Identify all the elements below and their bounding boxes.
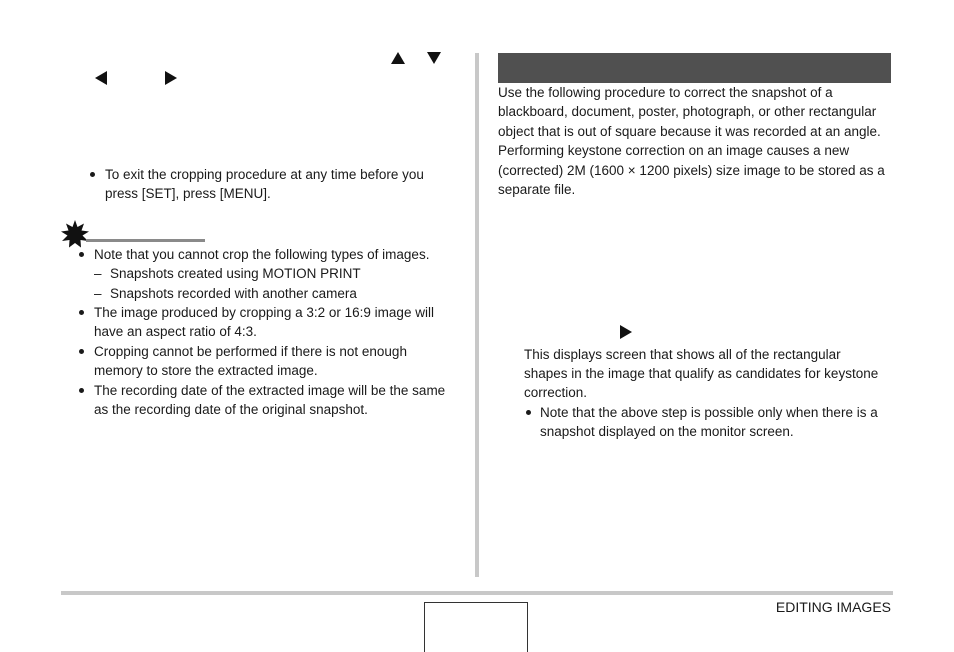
important-sub-2: Snapshots recorded with another camera: [110, 286, 357, 301]
exit-note-line-1: To exit the cropping procedure at any time before you: [105, 167, 424, 182]
footer-rule: [61, 591, 893, 595]
intro-line-2: blackboard, document, poster, photograph, or other rectangular: [498, 104, 877, 119]
important-sub-1: Snapshots created using MOTION PRINT: [110, 266, 361, 281]
right-arrow-icon: [165, 71, 177, 85]
dash: –: [94, 286, 102, 301]
important-bullet-1: Note that you cannot crop the following types of images.: [94, 247, 430, 262]
page-number-box: [424, 602, 528, 652]
important-bullet-3-line-2: memory to store the extracted image.: [94, 363, 318, 378]
important-bullet-4-line-1: The recording date of the extracted image will be the same: [94, 383, 446, 398]
step-desc-line-3: correction.: [524, 385, 588, 400]
step-desc-line-1: This displays screen that shows all of the rectangular: [524, 347, 841, 362]
dash: –: [94, 266, 102, 281]
footer-section-title: EDITING IMAGES: [775, 599, 891, 615]
intro-line-1: Use the following procedure to correct the snapshot of a: [498, 85, 833, 100]
up-arrow-icon: [391, 52, 405, 64]
step-note-line-2: snapshot displayed on the monitor screen.: [540, 424, 794, 439]
intro-line-6: separate file.: [498, 182, 576, 197]
intro-line-3: object that is out of square because it was recorded at an angle.: [498, 124, 881, 139]
bullet-dot: [79, 349, 84, 354]
important-icon: [60, 219, 90, 249]
bullet-dot: [79, 388, 84, 393]
step-desc-line-2: shapes in the image that qualify as candidates for keystone: [524, 366, 879, 381]
right-arrow-icon: [620, 325, 632, 339]
left-arrow-icon: [95, 71, 107, 85]
bullet-dot: [526, 410, 531, 415]
intro-line-4: Performing keystone correction on an image causes a new: [498, 143, 850, 158]
important-bullet-2-line-2: have an aspect ratio of 4:3.: [94, 324, 257, 339]
column-divider: [475, 53, 479, 577]
bullet-dot: [79, 310, 84, 315]
important-underline: [86, 239, 205, 242]
important-bullet-2-line-1: The image produced by cropping a 3:2 or 16:9 image will: [94, 305, 434, 320]
important-bullet-4-line-2: as the recording date of the original snapshot.: [94, 402, 368, 417]
intro-line-5: (corrected) 2M (1600 × 1200 pixels) size image to be stored as a: [498, 163, 885, 178]
exit-note-line-2: press [SET], press [MENU].: [105, 186, 271, 201]
bullet-dot: [79, 252, 84, 257]
down-arrow-icon: [427, 52, 441, 64]
important-bullet-3-line-1: Cropping cannot be performed if there is not enough: [94, 344, 407, 359]
section-header-bar: [498, 53, 891, 83]
bullet-dot: [90, 172, 95, 177]
step-note-line-1: Note that the above step is possible only when there is a: [540, 405, 878, 420]
